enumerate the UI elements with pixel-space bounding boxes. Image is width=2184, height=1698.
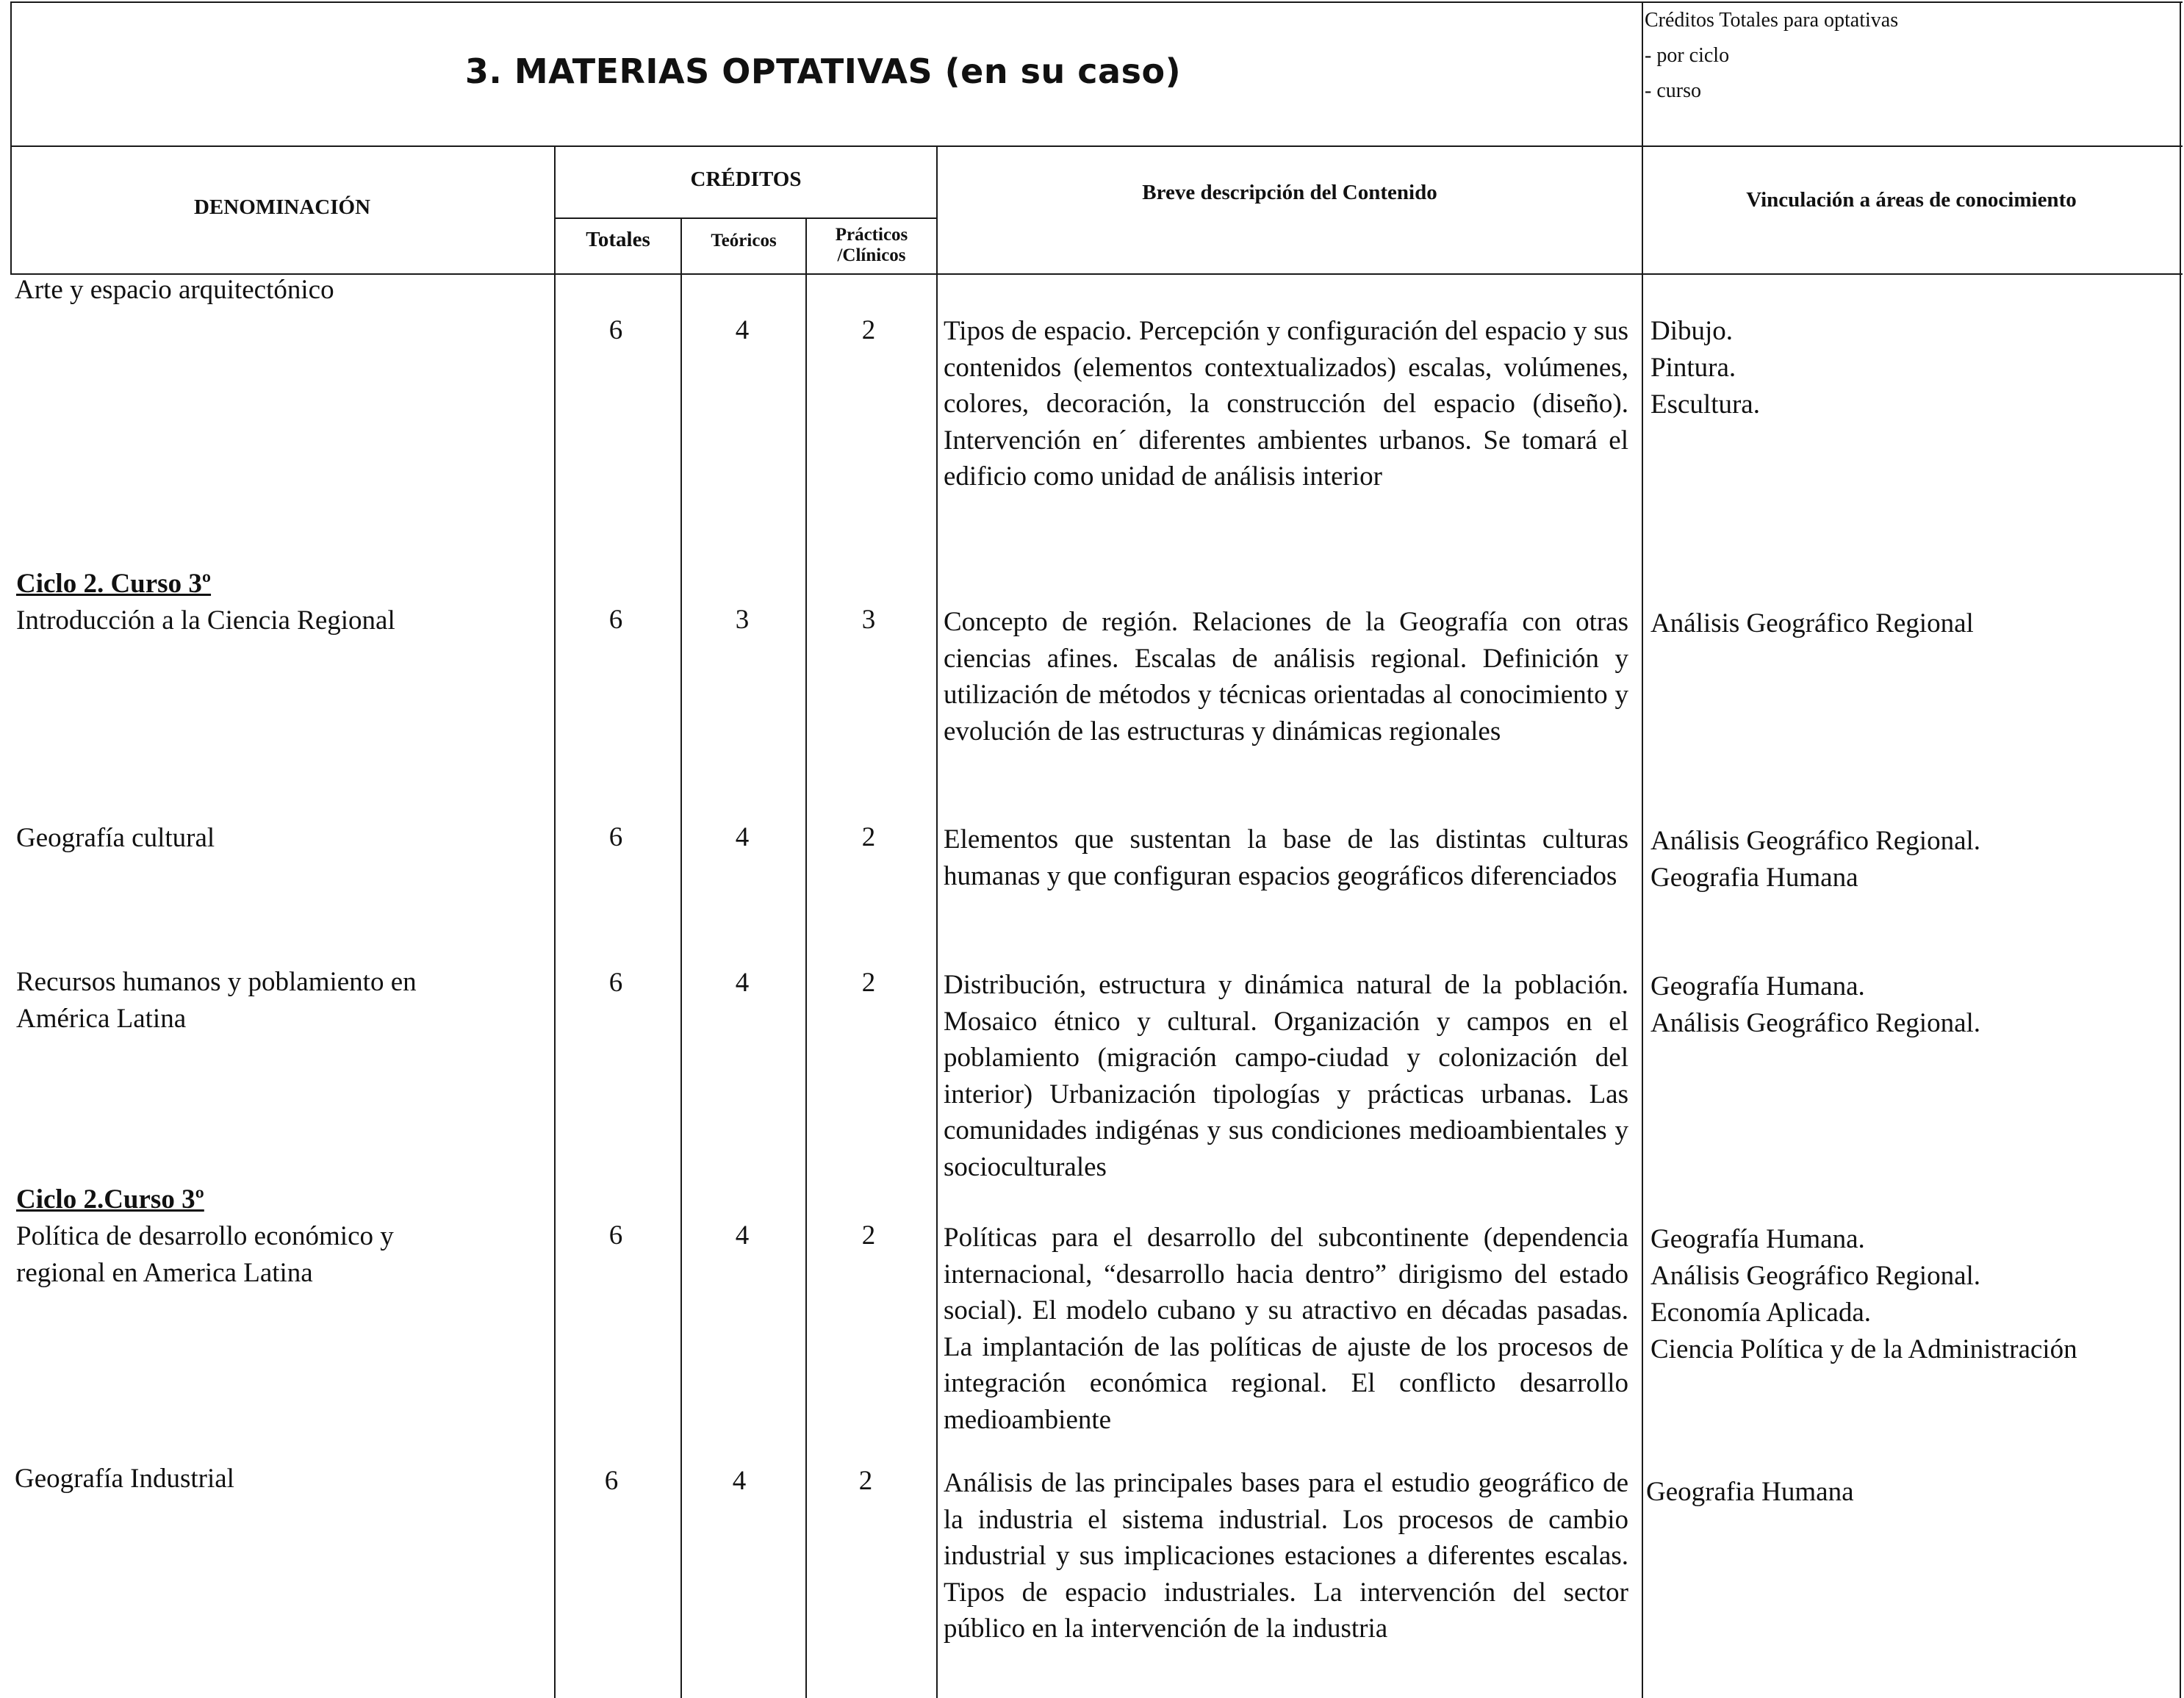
area-item: Análisis Geográfico Regional. xyxy=(1650,826,1981,856)
col-header-descripcion: Breve descripción del Contenido xyxy=(1142,181,1437,204)
area-item: Escultura. xyxy=(1650,389,1760,420)
subject-description: Tipos de espacio. Percepción y configuración del espacio y sus contenidos (elementos contextualizados) escalas, volúmenes, colores, decoración, la construcción del espacio (diseño). Intervención en´ diferentes ambientes urbanos. Se tomará el edificio como unidad de análisis interior xyxy=(944,316,1628,492)
credits-practicos: 2 xyxy=(861,1220,876,1251)
credits-practicos: 2 xyxy=(861,822,876,852)
credits-practicos: 2 xyxy=(861,968,876,998)
credits-teoricos: 4 xyxy=(735,822,750,852)
col-divider-1 xyxy=(554,145,556,1698)
credits-practicos: 3 xyxy=(861,605,876,635)
credits-note-line: Créditos Totales para optativas xyxy=(1645,9,1899,32)
subheader-divider xyxy=(556,217,938,219)
knowledge-areas xyxy=(1650,823,2180,896)
subject-name: Introducción a la Ciencia Regional xyxy=(16,605,395,636)
table-row-name xyxy=(16,820,553,857)
area-item: Geografia Humana xyxy=(1646,1477,1854,1507)
credits-teoricos: 4 xyxy=(735,968,750,998)
credits-teoricos: 4 xyxy=(735,315,750,345)
col-divider-4 xyxy=(936,145,938,1698)
subject-description: Distribución, estructura y dinámica natural de la población. Mosaico étnico y cultural. Organización y campos en el poblamiento (migración campo-ciudad y colonización del interior) Urbanización tipologías y prácticas urbanas. Las comunidades indigénas y sus condiciones medioambientales y socioculturales xyxy=(944,970,1628,1182)
subject-name: Geografía cultural xyxy=(16,823,215,853)
subject-description: Concepto de región. Relaciones de la Geografía con otras ciencias afines. Escalas de análisis regional. Definición y utilización de métodos y técnicas orientadas al conocimiento y evolución de las estructuras y dinámicas regionales xyxy=(944,607,1628,747)
credits-totales: 6 xyxy=(608,315,623,345)
left-border xyxy=(10,1,12,273)
right-border xyxy=(2180,1,2181,1698)
credits-totales: 6 xyxy=(608,822,623,852)
subject-name: regional en America Latina xyxy=(16,1258,313,1288)
area-item: Dibujo. xyxy=(1650,316,1734,346)
area-item: Análisis Geográfico Regional. xyxy=(1650,1008,1981,1038)
col-header-totales: Totales xyxy=(586,228,650,251)
credits-practicos: 2 xyxy=(858,1466,873,1496)
col-header-vinculacion: Vinculación a áreas de conocimiento xyxy=(1746,188,2077,212)
col-divider-2 xyxy=(680,217,682,1698)
col-header-practicos xyxy=(807,225,936,266)
credits-totales: 6 xyxy=(608,605,623,635)
subject-description: Análisis de las principales bases para el estudio geográfico de la industria el sistema industrial. Los procesos de cambio industrial y sus implicaciones estaciones a diferentes escalas. Tipos de espacio industriales. La intervención del sector público en la intervención de la industria xyxy=(944,1468,1628,1644)
area-item: Pintura. xyxy=(1650,353,1736,383)
credits-note xyxy=(1645,3,1898,109)
knowledge-areas xyxy=(1650,1221,2180,1368)
col-header-creditos: CRÉDITOS xyxy=(690,168,802,191)
credits-practicos: 2 xyxy=(861,315,876,345)
col-header-teoricos: Teóricos xyxy=(711,231,777,251)
subject-description: Elementos que sustentan la base de las distintas culturas humanas y que configuran espacios geográficos diferenciados xyxy=(944,824,1628,891)
credits-teoricos: 4 xyxy=(735,1220,750,1251)
table-row-name xyxy=(15,1461,551,1497)
ciclo-label: Ciclo 2. Curso 3º xyxy=(16,569,212,599)
table-row-name xyxy=(15,272,551,309)
area-item: Economía Aplicada. xyxy=(1650,1298,1872,1328)
credits-totales: 6 xyxy=(608,1220,623,1251)
subject-name: Política de desarrollo económico y xyxy=(16,1221,394,1251)
subject-name: Arte y espacio arquitectónico xyxy=(15,275,334,305)
page-title: 3. MATERIAS OPTATIVAS (en su caso) xyxy=(464,51,1182,91)
col-divider-3 xyxy=(805,217,807,1698)
area-item: Análisis Geográfico Regional. xyxy=(1650,1261,1981,1291)
subject-name: Recursos humanos y poblamiento en xyxy=(16,967,417,997)
area-item: Análisis Geográfico Regional xyxy=(1650,608,1974,638)
credits-teoricos: 3 xyxy=(735,605,750,635)
knowledge-areas xyxy=(1646,1474,2175,1511)
credits-totales: 6 xyxy=(604,1466,619,1496)
table-row-name xyxy=(16,964,553,1037)
col-header-practicos-line: /Clínicos xyxy=(837,245,906,265)
credits-teoricos: 4 xyxy=(732,1466,747,1496)
col-header-denominacion: DENOMINACIÓN xyxy=(193,195,371,219)
table-row-name xyxy=(16,566,553,639)
knowledge-areas xyxy=(1650,605,2180,642)
subject-name: Geografía Industrial xyxy=(15,1464,234,1494)
table-row-name xyxy=(16,1181,553,1292)
credits-note-line: - por ciclo xyxy=(1645,44,1730,67)
area-item: Ciencia Política y de la Administración xyxy=(1650,1334,2077,1364)
col-divider-5 xyxy=(1642,1,1643,1698)
col-header-practicos-line: Prácticos xyxy=(835,225,908,245)
credits-totales: 6 xyxy=(608,968,623,998)
knowledge-areas xyxy=(1650,968,2180,1042)
area-item: Geografia Humana xyxy=(1650,863,1858,893)
knowledge-areas xyxy=(1650,313,2180,423)
subject-description: Políticas para el desarrollo del subcontinente (dependencia internacional, “desarrollo hacia dentro” dirigismo del estado social). El modelo cubano y su atractivo en décadas pasadas. La implantación de las políticas de ajuste de los procesos de integración económica regional. El conflicto desarrollo medioambiente xyxy=(944,1223,1628,1435)
ciclo-label: Ciclo 2.Curso 3º xyxy=(16,1184,204,1215)
credits-note-line: - curso xyxy=(1645,79,1701,102)
area-item: Geografía Humana. xyxy=(1650,1224,1865,1254)
subject-name: América Latina xyxy=(16,1004,187,1034)
area-item: Geografía Humana. xyxy=(1650,971,1865,1001)
header-divider xyxy=(10,145,2183,147)
